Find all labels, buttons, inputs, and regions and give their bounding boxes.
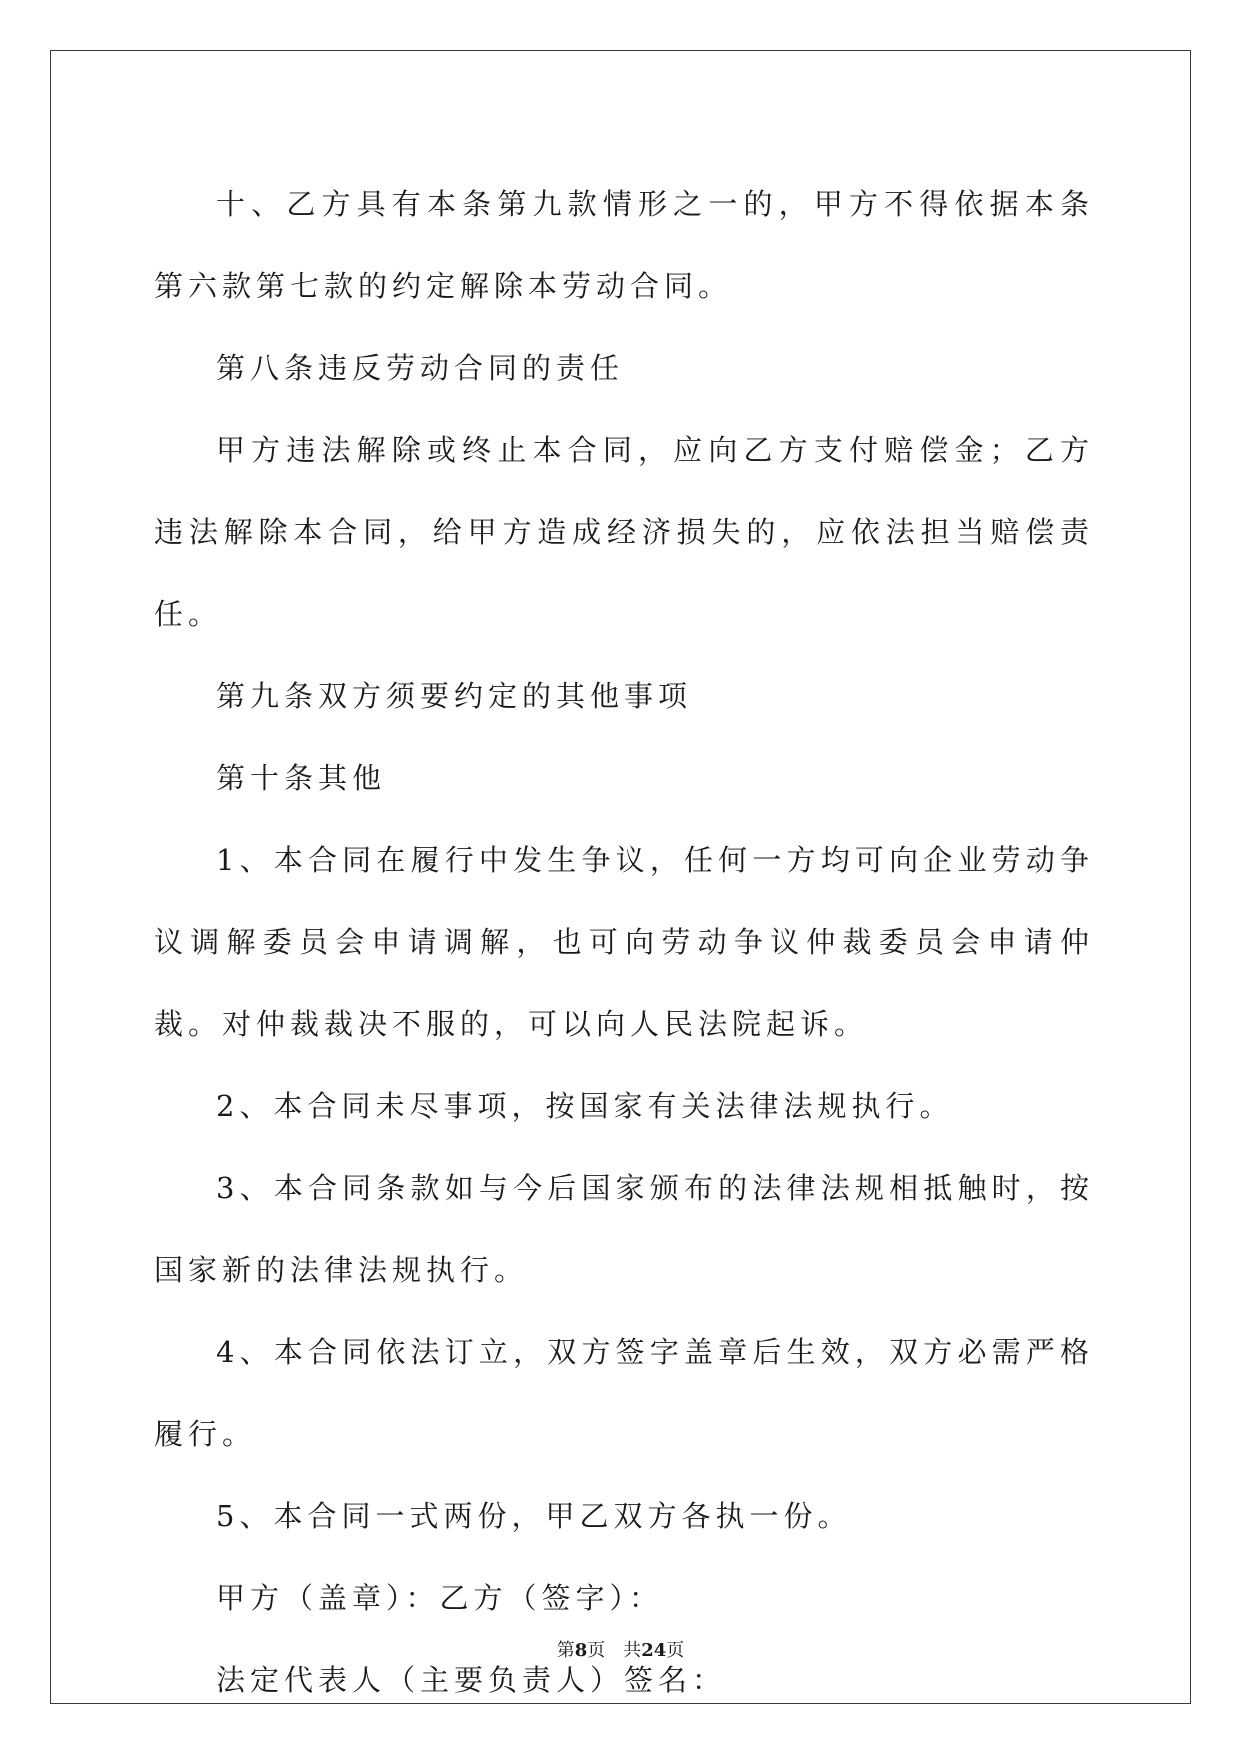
item-2-paragraph: 2、本合同未尽事项，按国家有关法律法规执行。 <box>216 1089 954 1123</box>
item-1-paragraph: 1、本合同在履行中发生争议，任何一方均可向企业劳动争议调解委员会申请调解，也可向劳动争议仲裁委员会申请仲裁。对仲裁裁决不服的，可以向人民法院起诉。 <box>154 843 1094 1041</box>
article-10-heading: 第十条其他 <box>216 761 387 795</box>
total-prefix: 共 <box>623 1640 642 1661</box>
page-prefix: 第 <box>556 1640 575 1661</box>
total-suffix: 页 <box>666 1640 685 1661</box>
article-8-paragraph: 甲方违法解除或终止本合同，应向乙方支付赔偿金；乙方违法解除本合同，给甲方造成经济损失的，应依法担当赔偿责任。 <box>154 433 1094 631</box>
article-9-heading: 第九条双方须要约定的其他事项 <box>216 679 693 713</box>
clause-10-paragraph: 十、乙方具有本条第九款情形之一的，甲方不得依据本条第六款第七款的约定解除本劳动合同。 <box>154 187 1094 303</box>
total-pages: 24 <box>641 1640 667 1661</box>
article-8-heading: 第八条违反劳动合同的责任 <box>216 351 625 385</box>
item-5-paragraph: 5、本合同一式两份，甲乙双方各执一份。 <box>216 1499 852 1533</box>
page-footer <box>0 1636 1241 1662</box>
signature-parties-line: 甲方（盖章）：乙方（签字）： <box>216 1581 664 1615</box>
page-suffix: 页 <box>587 1640 606 1661</box>
signature-representative-line: 法定代表人（主要负责人）签名： <box>216 1663 727 1697</box>
item-3-paragraph: 3、本合同条款如与今后国家颁布的法律法规相抵触时，按国家新的法律法规执行。 <box>154 1171 1094 1287</box>
item-4-paragraph: 4、本合同依法订立，双方签字盖章后生效，双方必需严格履行。 <box>154 1335 1094 1451</box>
page-number: 8 <box>574 1640 588 1661</box>
document-body <box>154 163 1094 1721</box>
